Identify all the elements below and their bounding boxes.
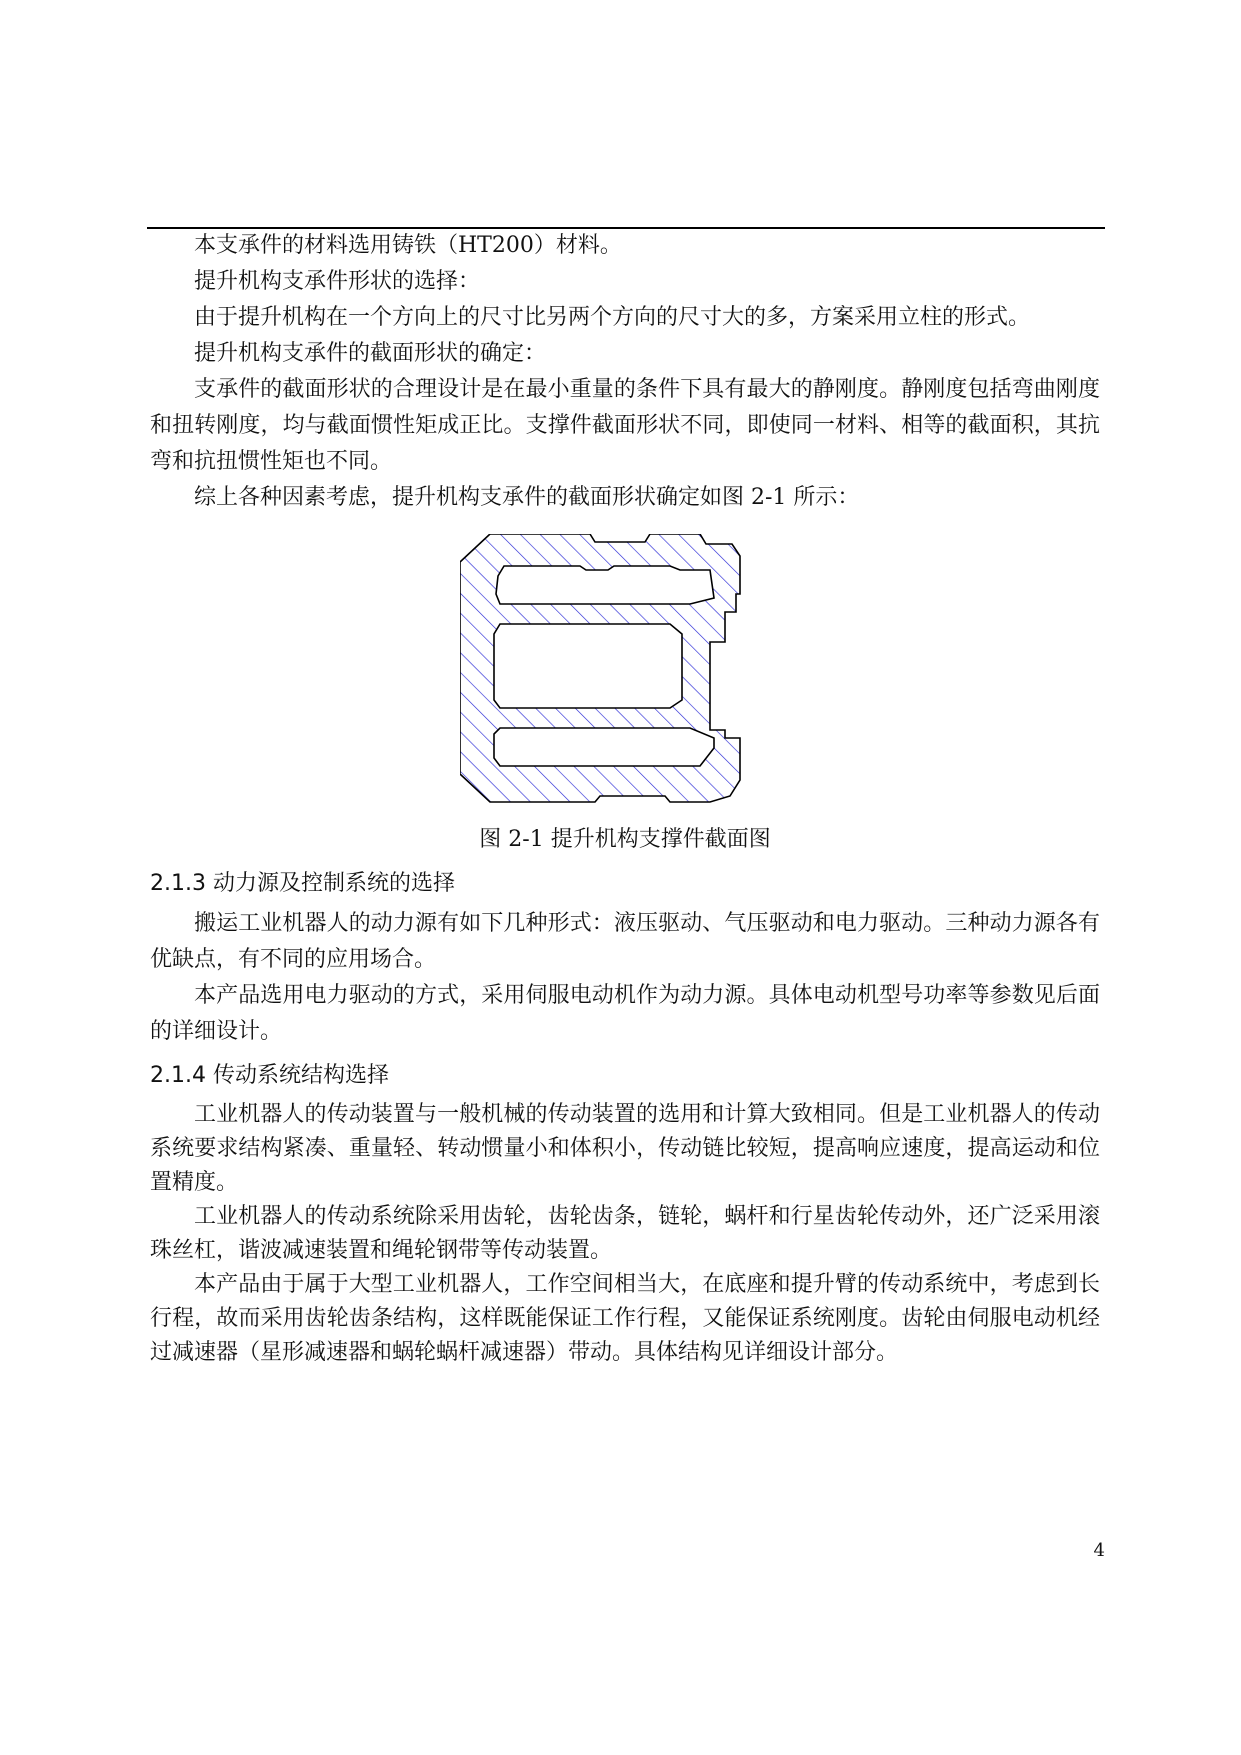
section-heading: 2.1.4 传动系统结构选择	[150, 1063, 389, 1088]
paragraph: 提升机构支承件的截面形状的确定：	[194, 341, 547, 366]
paragraph: 本支承件的材料选用铸铁（HT200）材料。	[194, 233, 622, 258]
paragraph: 工业机器人的传动装置与一般机械的传动装置的选用和计算大致相同。但是工业机器人的传动系统要求结构紧凑、重量轻、转动惯量小和体积小，传动链比较短，提高响应速度，提高运动和位置精度。	[150, 1102, 1100, 1195]
paragraph: 提升机构支承件形状的选择：	[194, 269, 481, 294]
paragraph: 支承件的截面形状的合理设计是在最小重量的条件下具有最大的静刚度。静刚度包括弯曲刚度和扭转刚度，均与截面惯性矩成正比。支撑件截面形状不同，即使同一材料、相等的截面积，其抗弯和抗扭惯性矩也不同。	[150, 377, 1100, 474]
page-number: 4	[1093, 1540, 1105, 1561]
paragraph: 本产品选用电力驱动的方式，采用伺服电动机作为动力源。具体电动机型号功率等参数见后面的详细设计。	[150, 983, 1100, 1044]
paragraph: 工业机器人的传动系统除采用齿轮，齿轮齿条，链轮，蜗杆和行星齿轮传动外，还广泛采用滚珠丝杠，谐波减速装置和绳轮钢带等传动装置。	[150, 1204, 1100, 1263]
paragraph: 本产品由于属于大型工业机器人，工作空间相当大，在底座和提升臂的传动系统中，考虑到长行程，故而采用齿轮齿条结构，这样既能保证工作行程，又能保证系统刚度。齿轮由伺服电动机经过减速器（星形减速器和蜗轮蜗杆减速器）带动。具体结构见详细设计部分。	[150, 1272, 1100, 1365]
paragraph: 搬运工业机器人的动力源有如下几种形式：液压驱动、气压驱动和电力驱动。三种动力源各有优缺点，有不同的应用场合。	[150, 911, 1100, 972]
paragraph: 综上各种因素考虑，提升机构支承件的截面形状确定如图 2-1 所示：	[194, 485, 860, 510]
figure-caption: 图 2-1 提升机构支撑件截面图	[479, 827, 771, 852]
cross-section-figure	[150, 524, 1100, 820]
section-heading: 2.1.3 动力源及控制系统的选择	[150, 871, 455, 896]
cross-section-shape	[460, 534, 740, 802]
cross-section-drawing	[460, 534, 790, 804]
paragraph: 由于提升机构在一个方向上的尺寸比另两个方向的尺寸大的多，方案采用立柱的形式。	[194, 305, 1031, 330]
page-content	[150, 228, 1100, 1370]
